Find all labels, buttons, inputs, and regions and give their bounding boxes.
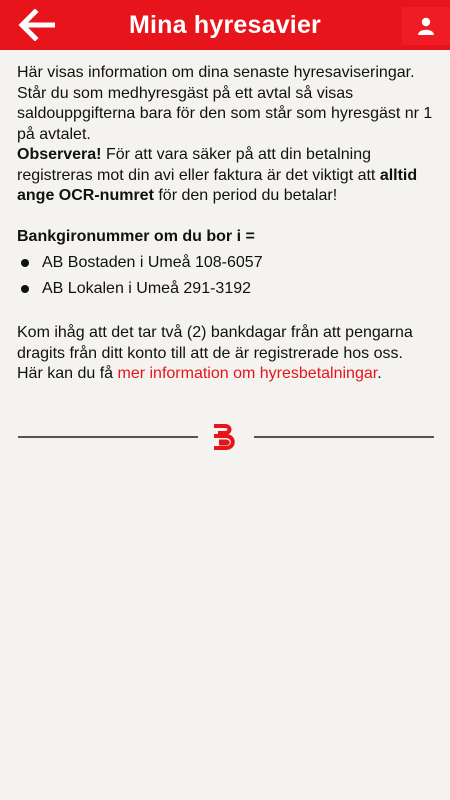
- list-item: [17, 253, 433, 273]
- list-item: [17, 279, 433, 299]
- more-info-link[interactable]: mer information om hyresbetalningar: [117, 365, 378, 382]
- logo-divider: [18, 422, 434, 452]
- more-info-prefix: Här kan du få: [17, 365, 118, 382]
- ocr-emphasis: alltid ange OCR-numret: [17, 166, 418, 204]
- reminder-paragraph: Kom ihåg att det tar två (2) bankdagar från att pengarna dragits från ditt konto till att de är registrerade hos oss.: [17, 324, 413, 362]
- bullet-icon: [21, 259, 29, 267]
- app-header: [0, 0, 450, 50]
- bankgiro-heading: Bankgironummer om du bor i =: [17, 227, 255, 245]
- bostaden-logo-icon: [211, 423, 241, 451]
- more-info-suffix: .: [377, 365, 382, 382]
- intro-paragraph: Här visas information om dina senaste hyresaviseringar. Står du som medhyresgäst på ett avtal så visas saldouppgifterna bara för den som står som hyresgäst nr 1 på avtalet.: [17, 64, 433, 143]
- observe-text-end: för den period du betalar!: [153, 187, 338, 204]
- observe-text: För att vara säker på att din betalning registreras mot din avi eller faktura är det viktigt att: [17, 146, 380, 184]
- divider-line-right: [254, 436, 434, 438]
- bullet-icon: [21, 285, 29, 293]
- info-content: [0, 50, 450, 385]
- observe-label: Observera!: [17, 146, 102, 163]
- bankgiro-list: [17, 253, 433, 299]
- reminder-text: [17, 323, 433, 385]
- profile-button[interactable]: [402, 7, 450, 45]
- back-button[interactable]: [14, 7, 60, 43]
- user-icon: [417, 17, 435, 35]
- bankgiro-entry: AB Bostaden i Umeå 108-6057: [42, 254, 263, 271]
- bankgiro-entry: AB Lokalen i Umeå 291-3192: [42, 280, 252, 297]
- intro-text: [17, 63, 433, 207]
- divider-line-left: [18, 436, 198, 438]
- arrow-left-icon: [17, 9, 57, 41]
- page-title: Mina hyresavier: [129, 10, 321, 39]
